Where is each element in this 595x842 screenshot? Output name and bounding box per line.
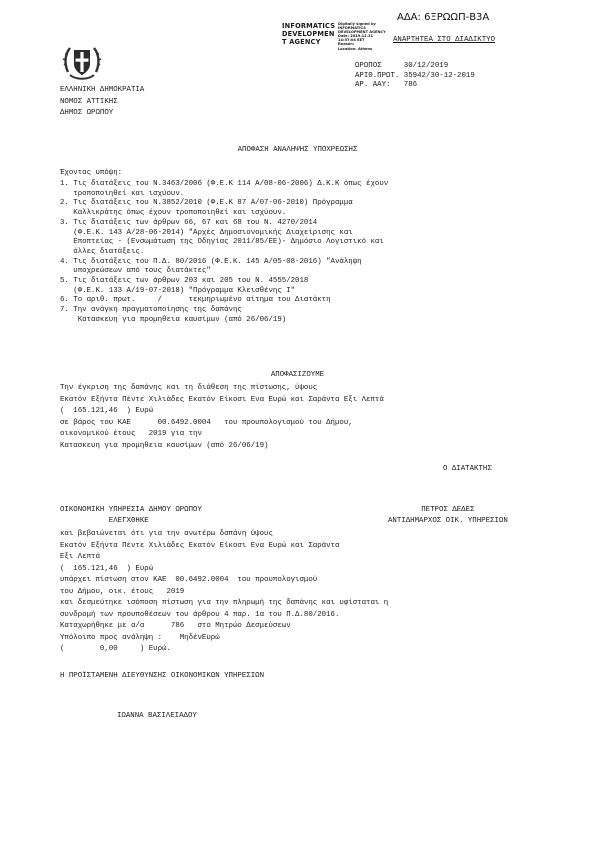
ada-code: ΑΔΑ: 6ΞΡΩΩΠ-Β3Α bbox=[397, 12, 490, 23]
decision-heading: ΑΠΟΦΑΣΙΖΟΥΜΕ bbox=[270, 371, 325, 379]
list-item: υποχρεώσεων από τους διατάκτες" bbox=[60, 267, 211, 276]
stamp-detail-line: Location: Athens bbox=[338, 46, 373, 51]
document-meta bbox=[355, 62, 475, 91]
certification-line: Υπόλοιπο προς ανάληψη : ΜηδένΕυρώ bbox=[60, 633, 220, 642]
org-line: ΝΟΜΟΣ ΑΤΤΙΚΗΣ bbox=[60, 97, 118, 106]
decision-line: Κατασκευη για προμηθεια καυσίμων (από 26/06/19) bbox=[60, 441, 269, 450]
head-of-finance-label: Η ΠΡΟΪΣΤΑΜΕΝΗ ΔΙΕΥΘΥΝΣΗΣ ΟΙΚΟΝΟΜΙΚΩΝ ΥΠΗΡΕΣΙΩΝ bbox=[60, 672, 265, 680]
list-item: άλλες διατάξεις. bbox=[60, 247, 145, 256]
certification-line: ( 165.121,46 ) Ευρώ bbox=[60, 564, 154, 573]
stamp-line: T AGENCY bbox=[282, 38, 321, 46]
signer-name: ΙΩΑΝΝΑ ΒΑΣΙΛΕΙΑΔΟΥ bbox=[117, 712, 197, 720]
certification-line: Καταχωρήθηκε με α/α 786 στο Μητρώο Δεσμεύσεων bbox=[60, 622, 291, 630]
list-item: Εποπτείας - (Ενσωμάτωση της Οδηγίας 2011/85/ΕΕ)- Δημόσιο Λογιστικό και bbox=[60, 238, 384, 247]
list-item: 6. Το αριθ. πρωτ. / τεκμηριωμένο αίτημα του Διατάκτη bbox=[60, 296, 331, 305]
org-line: ΕΛΛΗΝΙΚΗ ΔΗΜΟΚΡΑΤΙΑ bbox=[60, 86, 145, 94]
decision-line: ( 165.121,46 ) Ευρώ bbox=[60, 407, 154, 416]
certification-line: και δεσμεύτηκε ισόποση πίστωση για την πληρωμή της δαπάνης και υφίσταται η bbox=[60, 599, 389, 607]
list-item: 2. Τις διατάξεις του Ν.3852/2010 (Φ.Ε.Κ 87 Α/07-06-2010) Πρόγραμμα bbox=[60, 199, 353, 208]
decision-block bbox=[60, 383, 384, 453]
list-item: Κατασκευη για προμηθεια καυσίμων (από 26/06/19) bbox=[60, 315, 287, 324]
list-item: 1. Τις διατάξεις του Ν.3463/2006 (Φ.Ε.Κ 114 Α/08-06-2006) Δ.Κ.Κ όπως έχουν bbox=[60, 180, 389, 188]
stamp-detail-line: 14:57:04 EET bbox=[338, 38, 365, 43]
stamp-detail-line: DEVELOPMENT AGENCY bbox=[338, 30, 386, 35]
authorising-officer-label: Ο ΔΙΑΤΑΚΤΗΣ bbox=[443, 465, 492, 473]
deputy-mayor-title: ΑΝΤΙΔΗΜΑΡΧΟΣ ΟΙΚ. ΥΠΗΡΕΣΙΩΝ bbox=[388, 516, 508, 525]
considerations-list bbox=[60, 180, 388, 326]
meta-place-date: ΩΡΩΠΟΣ 30/12/2019 bbox=[355, 62, 449, 70]
digital-signature-stamp bbox=[282, 22, 335, 46]
list-item: Καλλικράτης όπως έχουν τροποποιηθεί και ισχύουν. bbox=[60, 209, 287, 218]
posted-online-label: ΑΝΑΡΤΗΤΕΑ ΣΤΟ ΔΙΑΔΙΚΤΥΟ bbox=[393, 36, 496, 44]
meta-protocol: ΑΡΙΘ.ΠΡΩΤ. 35942/30-12-2019 bbox=[355, 71, 475, 80]
certification-line: Εκατόν Εξήντα Πέντε Χιλιάδες Εκατόν Είκοσι Ενα Ευρώ και Σαράντα bbox=[60, 541, 340, 550]
list-item: (Φ.Ε.Κ. 143 Α/28-06-2014) "Αρχές Δημοσιονομικής Διαχείρισης και bbox=[60, 228, 353, 237]
document-title: ΑΠΟΦΑΣΗ ΑΝΑΛΗΨΗΣ ΥΠΟΧΡΕΩΣΗΣ bbox=[237, 146, 358, 154]
stamp-detail-line: Date: 2019.12.31 bbox=[338, 34, 373, 39]
certification-line: Εξι Λεπτά bbox=[60, 553, 100, 561]
given-label: Έχοντας υπόψη: bbox=[60, 169, 123, 177]
certification-line: και βεβαιώνεται ότι για την ανωτέρω δαπάνη ύψους bbox=[60, 530, 273, 538]
certification-line: υπάρχει πίστωση στον ΚΑΕ 00.6492.0004 του προυπολογισμού bbox=[60, 576, 318, 584]
certification-line: ( 0,00 ) Ευρώ. bbox=[60, 645, 171, 653]
digital-signature-details bbox=[338, 22, 386, 51]
decision-line: Εκατόν Εξήντα Πέντε Χιλιάδες Εκατόν Είκοσι Ενα Ευρώ και Σαράντα Εξι Λεπτά bbox=[60, 395, 384, 404]
deputy-mayor-name: ΠΕΤΡΟΣ ΔΕΔΕΣ bbox=[421, 506, 475, 514]
decision-line: σε βάρος του ΚΑΕ 00.6492.0004 του προυπολογισμού του Δήμου, bbox=[60, 418, 353, 427]
finance-service-line: ΟΙΚΟΝΟΜΙΚΗ ΥΠΗΡΕΣΙΑ ΔΗΜΟΥ ΩΡΩΠΟΥ bbox=[60, 506, 202, 514]
list-item: (Φ.Ε.Κ. 133 Α/19-07-2018) "Πρόγραμμα Κλεισθένης Ι" bbox=[60, 286, 296, 295]
stamp-detail-line: Reason: bbox=[338, 42, 355, 47]
certification-line: συνδρομή των προυποθέσεων του άρθρου 4 παρ. 1α του Π.Δ.80/2016. bbox=[60, 610, 340, 619]
list-item: τροποποιηθεί και ισχύουν. bbox=[60, 189, 185, 198]
organisation-block bbox=[60, 85, 144, 120]
greek-emblem-icon bbox=[62, 42, 102, 87]
list-item: 3. Τις διατάξεις των άρθρων 66, 67 και 68 του Ν. 4270/2014 bbox=[60, 218, 318, 227]
deputy-mayor-block bbox=[388, 505, 508, 526]
stamp-line: INFORMATICS bbox=[282, 22, 336, 30]
decision-line: οικονομικού έτους 2019 για την bbox=[60, 430, 202, 439]
list-item: 4. Τις διατάξεις του Π.Δ. 80/2016 (Φ.Ε.Κ. 145 Α/05-08-2016) "Ανάληψη bbox=[60, 257, 362, 266]
stamp-line: DEVELOPMEN bbox=[282, 30, 335, 38]
decision-line: Την έγκριση της δαπάνης και τη διάθεση της πίστωσης, ύψους bbox=[60, 384, 318, 392]
list-item: 7. Την ανάγκη πραγματοποίησης της δαπάνης bbox=[60, 306, 242, 315]
stamp-detail-line: INFORMATICS bbox=[338, 26, 366, 31]
certification-line: του Δήμου, οικ. έτους 2019 bbox=[60, 587, 185, 596]
finance-service-block bbox=[60, 505, 202, 526]
list-item: 5. Τις διατάξεις των άρθρων 203 και 205 του Ν. 4555/2018 bbox=[60, 277, 309, 286]
org-line: ΔΗΜΟΣ ΩΡΩΠΟΥ bbox=[60, 109, 114, 117]
finance-certification bbox=[60, 529, 388, 656]
stamp-detail-line: Digitally signed by bbox=[338, 22, 376, 26]
meta-aay: ΑΡ. ΑΑΥ: 786 bbox=[355, 81, 418, 89]
checked-label: ΕΛΕΓΧΘΗΚΕ bbox=[60, 516, 149, 525]
